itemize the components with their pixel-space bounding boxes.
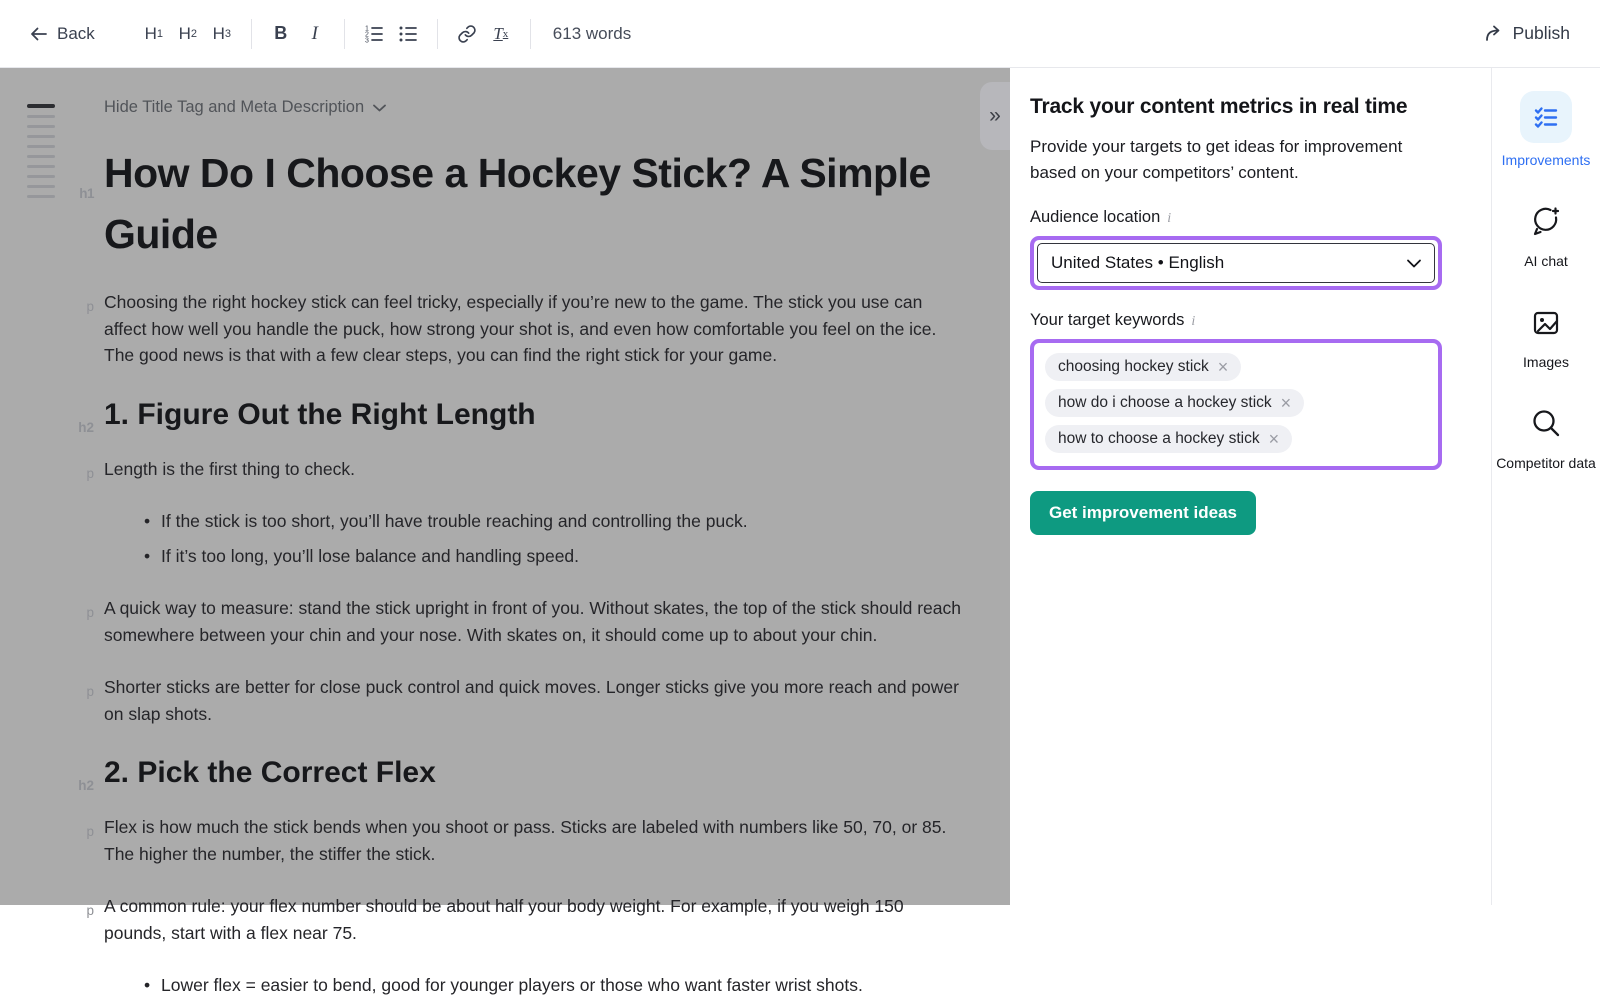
block-marker: h1 [79,186,94,201]
audience-location-value: United States • English [1051,253,1225,272]
audience-location-highlight [1030,236,1442,290]
line-grip-handle[interactable] [27,104,55,205]
toolbar-divider [530,19,531,49]
toolbar-divider [251,19,252,49]
panel-title: Track your content metrics in real time [1030,95,1408,118]
publish-label: Publish [1512,23,1570,43]
meta-description-toggle[interactable] [104,98,386,117]
sidebar-item-label: AI chat [1524,253,1568,269]
publish-button[interactable] [1485,23,1570,44]
back-label: Back [57,23,95,43]
remove-keyword-icon[interactable]: × [1217,357,1229,377]
keyword-tag: choosing hockey stick × [1045,353,1241,381]
remove-keyword-icon[interactable]: × [1280,393,1292,413]
document-body [0,68,1010,999]
keywords-input[interactable] [1037,346,1435,463]
bullet-list[interactable] [144,972,968,999]
meta-toggle-label: Hide Title Tag and Meta Description [104,98,365,116]
get-improvement-ideas-button[interactable]: Get improvement ideas [1030,491,1256,535]
ai-chat-icon [1524,200,1568,244]
panel-subtitle: Provide your targets to get ideas for improvement based on your competitors’ content. [1030,137,1403,182]
double-chevron-right-icon: » [989,104,1001,127]
paragraph[interactable]: p Choosing the right hockey stick can feel tricky, especially if you’re new to the game. The stick you use can affect how well you handle the puck, how strong your shot is, and even how comfortable you feel on the ice. The good news is that with a few clear steps, you can find the right stick for your game. [104,289,968,369]
block-marker: p [86,605,94,620]
heading2-button[interactable]: H 2 [178,23,197,43]
bullet-list-button[interactable] [391,17,425,51]
sidebar-item-label: Improvements [1501,152,1591,168]
svg-text:3: 3 [364,37,369,44]
keyword-tag: how do i choose a hockey stick × [1045,389,1304,417]
bullet-list[interactable] [144,508,968,569]
block-marker: p [86,684,94,699]
paragraph[interactable]: p A common rule: your flex number should be about half your body weight. For example, if you weigh 150 pounds, start with a flex near 75. [104,893,968,946]
main-area [0,68,1600,995]
paragraph[interactable]: p Flex is how much the stick bends when you shoot or pass. Sticks are labeled with numbers like 50, 70, or 85. The higher the number, the stiffer the stick. [104,814,968,867]
heading3-button[interactable]: H 3 [212,23,231,43]
svg-text:2: 2 [364,31,369,38]
competitor-data-icon [1524,402,1568,446]
ordered-list-icon [364,24,384,44]
paragraph[interactable]: p Shorter sticks are better for close puck control and quick moves. Longer sticks give you more reach and power on slap shots. [104,674,968,727]
word-count: 613 words [552,23,632,43]
block-marker: h2 [78,778,94,793]
heading1-button[interactable]: H 1 [144,23,163,43]
list-item[interactable]: • If it’s too long, you’ll lose balance and handling speed. [144,543,968,570]
section-heading[interactable]: h2 2. Pick the Correct Flex [104,753,968,793]
document-title[interactable]: h1 How Do I Choose a Hockey Stick? A Simple Guide [104,143,968,265]
back-arrow-icon [30,27,48,41]
chevron-down-icon [373,104,386,112]
block-marker: p [86,824,94,839]
sidebar-item-ai-chat[interactable] [1524,200,1568,271]
audience-location-label: Audience location i [1030,208,1172,226]
bold-button[interactable]: B [274,23,288,43]
images-icon [1524,301,1568,345]
sidebar-item-label: Competitor data [1496,455,1596,471]
sidebar-item-images[interactable] [1523,301,1569,372]
toolbar-divider [344,19,345,49]
remove-keyword-icon[interactable]: × [1268,429,1280,449]
audience-location-select[interactable] [1037,243,1435,283]
paragraph[interactable]: p Length is the first thing to check. [104,456,968,483]
block-marker: h2 [78,419,94,435]
italic-button[interactable]: I [311,22,318,44]
sidebar-item-competitor-data[interactable] [1496,402,1596,473]
list-item[interactable]: • Lower flex = easier to bend, good for younger players or those who want faster wrist shots. [144,972,968,999]
toolbar-divider [437,19,438,49]
block-marker: p [86,299,94,314]
keyword-tag: how to choose a hockey stick × [1045,425,1292,453]
section-heading[interactable]: h2 1. Figure Out the Right Length [104,395,968,435]
clear-formatting-button[interactable]: T x [493,23,509,43]
info-icon[interactable]: i [1167,211,1172,226]
sidebar-item-improvements[interactable] [1502,91,1591,170]
document-editor [0,68,1010,995]
content-metrics-panel [1010,68,1491,905]
target-keywords-label: Your target keywords i [1030,311,1196,329]
tools-sidebar [1491,68,1600,905]
list-item[interactable]: • If the stick is too short, you’ll have trouble reaching and controlling the puck. [144,508,968,535]
target-keywords-highlight [1030,339,1442,470]
ordered-list-button[interactable] [357,17,391,51]
svg-text:1: 1 [364,25,369,32]
panel-collapse-button[interactable] [980,82,1010,150]
sidebar-item-label: Images [1523,354,1569,370]
publish-icon [1485,25,1504,42]
link-button[interactable] [450,17,484,51]
info-icon[interactable]: i [1191,314,1196,329]
chevron-down-icon [1407,259,1421,268]
back-button[interactable] [30,24,95,44]
block-marker: p [86,465,94,481]
bullet-list-icon [398,24,418,44]
paragraph[interactable]: p A quick way to measure: stand the stick upright in front of you. Without skates, the top of the stick should reach somewhere between your chin and your nose. With skates on, it should come up to about your chin. [104,595,968,648]
top-toolbar [0,0,1600,68]
checklist-icon [1520,91,1572,143]
link-icon [457,24,477,44]
block-marker: p [86,903,94,918]
